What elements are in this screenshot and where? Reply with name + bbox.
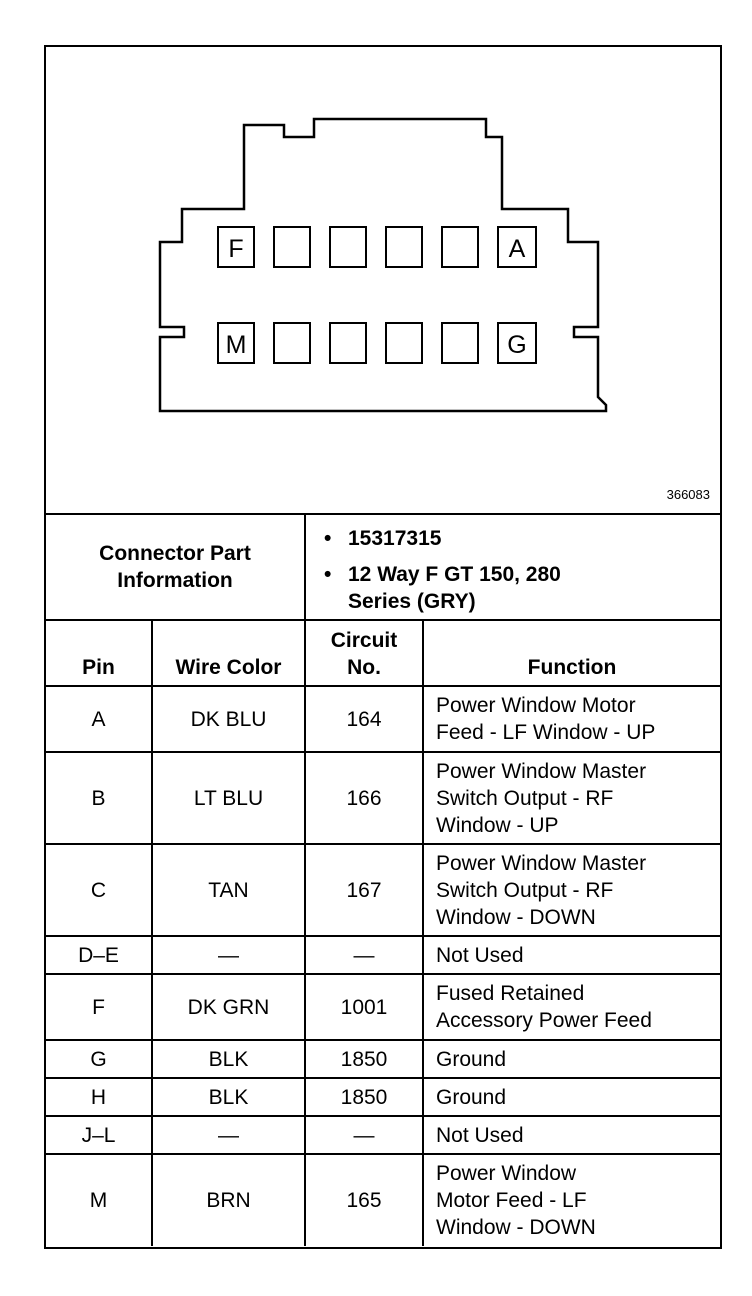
cavity-top-2 (274, 227, 310, 267)
function-line: Switch Output - RF (436, 786, 614, 810)
wire-color-cell: DK GRN (152, 974, 305, 1040)
info-label-line1: Connector Part (99, 542, 251, 565)
table-header-row (46, 621, 720, 686)
function-line: Motor Feed - LF (436, 1189, 587, 1212)
figure-number: 366083 (666, 487, 710, 502)
connector-type-item (324, 561, 714, 615)
function-cell (423, 1154, 720, 1246)
circuit-cell: — (305, 1116, 423, 1154)
pin-cell: C (46, 844, 152, 936)
function-line: Ground (436, 1047, 507, 1071)
pin-table-body (46, 686, 720, 1246)
wire-color-cell: LT BLU (152, 752, 305, 844)
function-line: Power Window Motor (436, 694, 636, 717)
connector-face-diagram (46, 47, 720, 513)
pin-label-G: G (507, 331, 527, 359)
part-number-item: • 15317315 (324, 525, 714, 552)
pin-cell: G (46, 1040, 152, 1078)
cavity-top-3 (330, 227, 366, 267)
wire-color-cell: BRN (152, 1154, 305, 1246)
cavity-top-5 (442, 227, 478, 267)
function-cell (423, 1078, 720, 1116)
pin-table (46, 621, 720, 1246)
table-row (46, 1078, 720, 1116)
function-line: Fused Retained (436, 982, 585, 1005)
pin-label-A: A (508, 235, 526, 263)
cavity-bottom-2 (274, 323, 310, 363)
circuit-cell: — (305, 936, 423, 974)
pin-cell: H (46, 1078, 152, 1116)
pin-cell: B (46, 752, 152, 844)
table-row (46, 1040, 720, 1078)
connector-type-line1: 12 Way F GT 150, 280 (348, 563, 561, 586)
connector-part-info-label (46, 515, 306, 619)
circuit-cell: 1001 (305, 974, 423, 1040)
table-row (46, 936, 720, 974)
circuit-cell: 165 (305, 1154, 423, 1246)
function-cell (423, 936, 720, 974)
function-line: Window - UP (436, 813, 559, 837)
connector-sheet (44, 45, 722, 1249)
wire-color-cell: DK BLU (152, 686, 305, 752)
table-row (46, 686, 720, 752)
pin-cell: M (46, 1154, 152, 1246)
pin-cell: J–L (46, 1116, 152, 1154)
function-line: Window - DOWN (436, 905, 596, 929)
info-label-line2: Information (117, 569, 233, 592)
function-line: Not Used (436, 943, 524, 967)
function-cell (423, 1040, 720, 1078)
pin-cell: D–E (46, 936, 152, 974)
connector-type-line2: Series (GRY) (348, 590, 476, 613)
circuit-cell: 1850 (305, 1040, 423, 1078)
wire-color-cell: BLK (152, 1078, 305, 1116)
wire-color-cell: TAN (152, 844, 305, 936)
pin-label-M: M (225, 331, 247, 359)
function-line: Ground (436, 1085, 507, 1109)
function-line: Power Window Master (436, 851, 647, 875)
pin-label-F: F (228, 235, 244, 263)
function-line: Not Used (436, 1123, 524, 1147)
function-line: Accessory Power Feed (436, 1009, 652, 1032)
table-row (46, 1116, 720, 1154)
connector-part-info-list (324, 525, 714, 624)
header-circuit-no: Circuit No. (305, 621, 423, 686)
function-line: Power Window (436, 1162, 577, 1185)
table-row (46, 844, 720, 936)
cavity-bottom-4 (386, 323, 422, 363)
circuit-cell: 164 (305, 686, 423, 752)
circuit-cell: 1850 (305, 1078, 423, 1116)
table-row (46, 1154, 720, 1246)
circuit-cell: 167 (305, 844, 423, 936)
connector-diagram-panel (46, 47, 720, 515)
cavity-top-4 (386, 227, 422, 267)
function-cell (423, 752, 720, 844)
circuit-cell: 166 (305, 752, 423, 844)
function-cell (423, 974, 720, 1040)
pin-cell: F (46, 974, 152, 1040)
function-line: Switch Output - RF (436, 878, 614, 902)
function-line: Power Window Master (436, 759, 647, 783)
wire-color-cell: — (152, 1116, 305, 1154)
table-row (46, 974, 720, 1040)
function-line: Feed - LF Window - UP (436, 721, 656, 744)
header-function: Function (423, 621, 720, 686)
pin-cell: A (46, 686, 152, 752)
function-cell (423, 686, 720, 752)
cavity-bottom-3 (330, 323, 366, 363)
cavity-bottom-5 (442, 323, 478, 363)
table-row (46, 752, 720, 844)
function-cell (423, 1116, 720, 1154)
header-pin: Pin (46, 621, 152, 686)
wire-color-cell: BLK (152, 1040, 305, 1078)
connector-part-info-row (46, 515, 720, 621)
wire-color-cell: — (152, 936, 305, 974)
function-cell (423, 844, 720, 936)
function-line: Window - DOWN (436, 1216, 596, 1239)
header-wire-color: Wire Color (152, 621, 305, 686)
